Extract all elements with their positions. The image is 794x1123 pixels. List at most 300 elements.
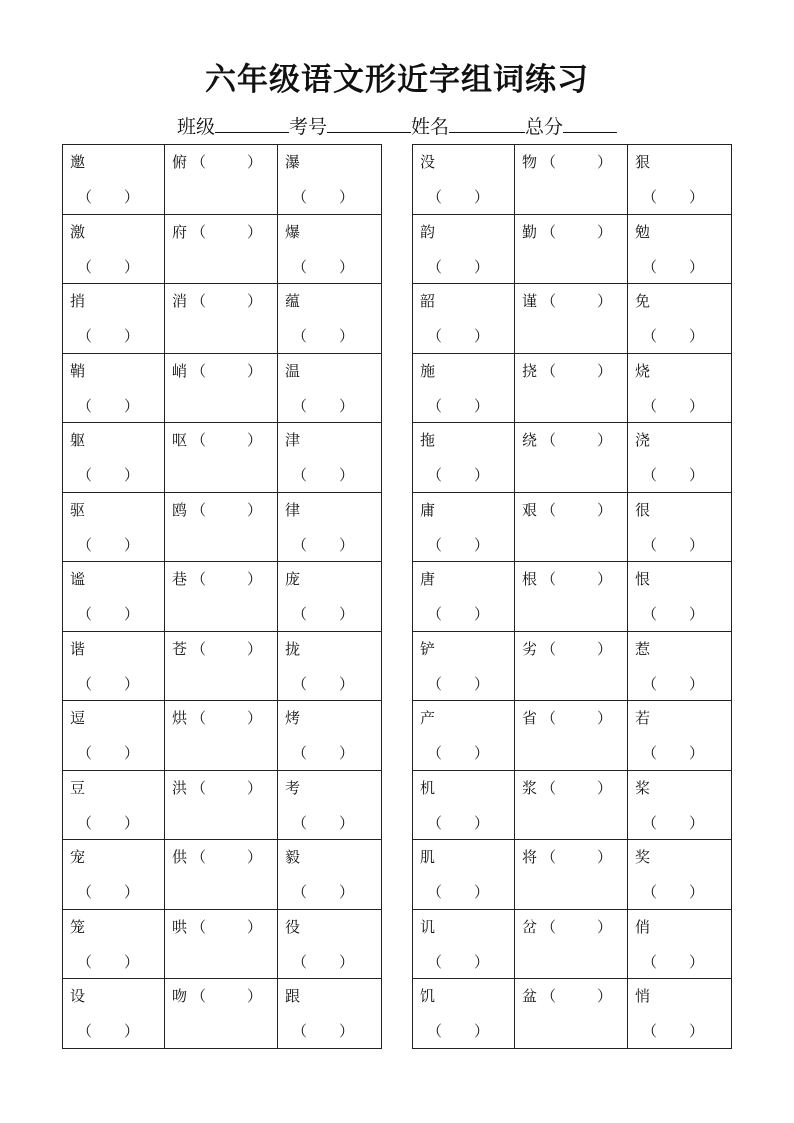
paren-open: （ [541, 431, 557, 449]
word-cell[interactable] [515, 423, 628, 493]
inline-answer [522, 431, 612, 449]
character: 津 [285, 431, 301, 449]
paren-close: ） [338, 605, 354, 623]
word-cell[interactable] [413, 214, 515, 284]
character: 勉 [635, 222, 651, 241]
answer-parens [642, 605, 704, 623]
paren-close: ） [688, 466, 704, 484]
word-cell[interactable] [278, 284, 382, 354]
word-cell[interactable] [628, 353, 732, 423]
word-cell[interactable] [165, 562, 278, 632]
answer-parens [642, 466, 704, 484]
answer-parens [77, 744, 139, 762]
right-word-table [412, 144, 732, 1049]
character: 笼 [70, 917, 86, 936]
paren-close: ） [596, 639, 612, 658]
paren-close: ） [246, 153, 262, 171]
word-cell[interactable] [628, 770, 732, 840]
character: 机 [420, 778, 436, 797]
word-cell[interactable] [628, 631, 732, 701]
student-info-line [0, 112, 794, 140]
inline-answer [522, 362, 612, 380]
paren-close: ） [123, 327, 139, 345]
word-cell[interactable] [278, 701, 382, 771]
inline-answer [522, 918, 612, 936]
character: 谨 [522, 292, 538, 310]
answer-parens [427, 675, 489, 693]
score-blank[interactable] [563, 112, 617, 133]
answer-parens [292, 953, 354, 971]
inline-answer [172, 153, 262, 171]
paren-open: （ [191, 709, 207, 727]
paren-close: ） [473, 535, 489, 554]
character: 吻 [172, 987, 188, 1005]
character: 俯 [172, 153, 188, 171]
paren-close: ） [338, 466, 354, 484]
paren-open: （ [292, 466, 308, 484]
word-cell[interactable] [63, 631, 165, 701]
name-blank[interactable] [449, 112, 525, 133]
paren-close: ） [596, 361, 612, 380]
word-cell[interactable] [413, 631, 515, 701]
word-cell[interactable] [165, 423, 278, 493]
table-row [413, 701, 732, 771]
paren-close: ） [338, 674, 354, 693]
character: 惹 [635, 639, 651, 658]
paren-close: ） [246, 570, 262, 588]
paren-close: ） [246, 917, 262, 936]
paren-close: ） [246, 222, 262, 241]
paren-close: ） [123, 744, 139, 762]
answer-parens [292, 466, 354, 484]
word-cell[interactable] [628, 840, 732, 910]
paren-close: ） [596, 848, 612, 866]
word-cell[interactable] [515, 840, 628, 910]
paren-open: （ [427, 257, 443, 276]
paren-open: （ [427, 1022, 443, 1040]
character: 烧 [635, 361, 651, 380]
paren-close: ） [246, 987, 262, 1005]
table-row [63, 423, 382, 493]
paren-close: ） [473, 466, 489, 484]
paren-close: ） [688, 396, 704, 415]
answer-parens [642, 953, 704, 971]
character: 产 [420, 709, 436, 727]
paren-close: ） [123, 1022, 139, 1040]
paren-open: （ [191, 848, 207, 866]
answer-parens [292, 188, 354, 206]
paren-open: （ [541, 361, 557, 380]
paren-close: ） [338, 188, 354, 206]
word-cell[interactable] [413, 145, 515, 215]
character: 谧 [70, 570, 86, 588]
number-label: 考号 [288, 116, 327, 138]
word-cell[interactable] [63, 701, 165, 771]
table-row [63, 909, 382, 979]
paren-close: ） [338, 535, 354, 554]
character: 很 [635, 500, 651, 519]
table-row [413, 353, 732, 423]
inline-answer [172, 501, 262, 519]
word-cell[interactable] [278, 770, 382, 840]
word-cell[interactable] [278, 353, 382, 423]
paren-open: （ [77, 744, 93, 762]
word-cell[interactable] [413, 770, 515, 840]
paren-open: （ [541, 778, 557, 797]
paren-open: （ [191, 222, 207, 241]
answer-parens [77, 605, 139, 623]
paren-open: （ [642, 883, 658, 901]
word-cell[interactable] [628, 423, 732, 493]
paren-open: （ [77, 883, 93, 901]
character: 宠 [70, 848, 86, 866]
word-cell[interactable] [413, 979, 515, 1049]
paren-open: （ [427, 466, 443, 484]
word-cell[interactable] [413, 353, 515, 423]
paren-close: ） [338, 327, 354, 345]
word-cell[interactable] [278, 631, 382, 701]
inline-answer [522, 570, 612, 588]
word-cell[interactable] [628, 979, 732, 1049]
paren-open: （ [642, 396, 658, 415]
word-cell[interactable] [63, 423, 165, 493]
word-cell[interactable] [413, 492, 515, 562]
character: 没 [420, 153, 436, 171]
inline-answer [522, 987, 612, 1005]
paren-close: ） [123, 535, 139, 554]
character: 唐 [420, 570, 436, 588]
paren-close: ） [473, 1022, 489, 1040]
answer-parens [77, 953, 139, 971]
word-cell[interactable] [278, 492, 382, 562]
answer-parens [292, 744, 354, 762]
paren-close: ） [688, 744, 704, 762]
paren-open: （ [642, 674, 658, 693]
paren-open: （ [642, 327, 658, 345]
word-cell[interactable] [278, 145, 382, 215]
inline-answer [522, 223, 612, 241]
word-cell[interactable] [278, 840, 382, 910]
answer-parens [77, 188, 139, 206]
paren-close: ） [688, 1022, 704, 1040]
character: 免 [635, 292, 651, 310]
answer-parens [77, 1022, 139, 1040]
answer-parens [77, 883, 139, 901]
answer-parens [292, 675, 354, 693]
word-cell[interactable] [413, 423, 515, 493]
inline-answer [172, 292, 262, 310]
answer-parens [427, 536, 489, 554]
table-row [63, 631, 382, 701]
word-cell[interactable] [165, 979, 278, 1049]
character: 桨 [635, 778, 651, 797]
paren-open: （ [77, 813, 93, 832]
paren-open: （ [642, 257, 658, 276]
word-cell[interactable] [165, 909, 278, 979]
word-cell[interactable] [515, 979, 628, 1049]
character: 考 [285, 778, 301, 797]
table-row [413, 770, 732, 840]
word-cell[interactable] [63, 562, 165, 632]
inline-answer [172, 918, 262, 936]
paren-open: （ [77, 188, 93, 206]
word-cell[interactable] [165, 492, 278, 562]
word-cell[interactable] [515, 353, 628, 423]
answer-parens [642, 744, 704, 762]
character: 瀑 [285, 153, 301, 171]
character: 讥 [420, 917, 436, 936]
character: 庸 [420, 500, 436, 519]
character: 恨 [635, 570, 651, 588]
word-cell[interactable] [165, 701, 278, 771]
character: 巷 [172, 570, 188, 588]
paren-open: （ [292, 327, 308, 345]
character: 省 [522, 709, 538, 727]
paren-close: ） [123, 674, 139, 693]
character: 根 [522, 570, 538, 588]
paren-close: ） [338, 257, 354, 276]
character: 谐 [70, 639, 86, 658]
word-cell[interactable] [278, 979, 382, 1049]
paren-close: ） [596, 222, 612, 241]
word-cell[interactable] [278, 562, 382, 632]
character: 洪 [172, 778, 188, 797]
word-cell[interactable] [165, 770, 278, 840]
paren-open: （ [77, 605, 93, 623]
character: 捎 [70, 292, 86, 310]
character: 劣 [522, 639, 538, 658]
answer-parens [292, 814, 354, 832]
word-cell[interactable] [413, 701, 515, 771]
paren-open: （ [191, 987, 207, 1005]
answer-parens [427, 744, 489, 762]
inline-answer [172, 640, 262, 658]
word-cell[interactable] [165, 145, 278, 215]
paren-open: （ [427, 605, 443, 623]
answer-parens [642, 188, 704, 206]
word-cell[interactable] [628, 145, 732, 215]
word-cell[interactable] [165, 631, 278, 701]
inline-answer [172, 987, 262, 1005]
character: 跟 [285, 987, 301, 1005]
table-row [413, 909, 732, 979]
character: 呕 [172, 431, 188, 449]
word-cell[interactable] [413, 909, 515, 979]
word-cell[interactable] [628, 562, 732, 632]
answer-parens [77, 536, 139, 554]
paren-open: （ [77, 952, 93, 971]
character: 温 [285, 361, 301, 380]
word-cell[interactable] [515, 284, 628, 354]
paren-open: （ [292, 1022, 308, 1040]
paren-close: ） [338, 813, 354, 832]
character: 挠 [522, 361, 538, 380]
paren-close: ） [473, 813, 489, 832]
paren-open: （ [191, 639, 207, 658]
answer-parens [292, 327, 354, 345]
table-row [63, 562, 382, 632]
answer-parens [77, 466, 139, 484]
table-row [413, 214, 732, 284]
paren-open: （ [642, 605, 658, 623]
word-cell[interactable] [63, 145, 165, 215]
paren-open: （ [292, 952, 308, 971]
character: 府 [172, 222, 188, 241]
inline-answer [172, 709, 262, 727]
inline-answer [522, 779, 612, 797]
paren-open: （ [642, 813, 658, 832]
paren-open: （ [427, 188, 443, 206]
paren-open: （ [642, 744, 658, 762]
inline-answer [172, 362, 262, 380]
table-row [63, 840, 382, 910]
answer-parens [77, 258, 139, 276]
word-cell[interactable] [278, 909, 382, 979]
answer-parens [427, 188, 489, 206]
answer-parens [427, 258, 489, 276]
word-cell[interactable] [165, 353, 278, 423]
paren-close: ） [596, 709, 612, 727]
answer-parens [427, 814, 489, 832]
word-cell[interactable] [515, 145, 628, 215]
answer-parens [427, 1022, 489, 1040]
word-cell[interactable] [515, 562, 628, 632]
paren-close: ） [688, 188, 704, 206]
class-blank[interactable] [215, 112, 289, 133]
paren-close: ） [123, 466, 139, 484]
answer-parens [292, 397, 354, 415]
character: 烘 [172, 709, 188, 727]
word-cell[interactable] [413, 562, 515, 632]
paren-open: （ [427, 535, 443, 554]
word-cell[interactable] [515, 701, 628, 771]
character: 奖 [635, 848, 651, 866]
character: 鞘 [70, 361, 86, 380]
word-cell[interactable] [165, 284, 278, 354]
paren-close: ） [596, 153, 612, 171]
paren-open: （ [427, 327, 443, 345]
character: 拖 [420, 431, 436, 449]
word-cell[interactable] [628, 701, 732, 771]
paren-close: ） [596, 500, 612, 519]
character: 庞 [285, 570, 301, 588]
character: 役 [285, 917, 301, 936]
word-cell[interactable] [515, 770, 628, 840]
paren-close: ） [338, 952, 354, 971]
word-cell[interactable] [63, 979, 165, 1049]
inline-answer [172, 779, 262, 797]
paren-open: （ [642, 535, 658, 554]
paren-close: ） [596, 431, 612, 449]
word-cell[interactable] [63, 214, 165, 284]
paren-open: （ [541, 153, 557, 171]
paren-close: ） [246, 500, 262, 519]
inline-answer [522, 153, 612, 171]
paren-open: （ [77, 1022, 93, 1040]
paren-close: ） [123, 883, 139, 901]
inline-answer [522, 640, 612, 658]
paren-close: ） [473, 674, 489, 693]
paren-close: ） [246, 431, 262, 449]
word-cell[interactable] [165, 840, 278, 910]
character: 韵 [420, 222, 436, 241]
character: 施 [420, 361, 436, 380]
paren-close: ） [473, 952, 489, 971]
table-row [63, 145, 382, 215]
word-cell[interactable] [278, 214, 382, 284]
paren-open: （ [541, 987, 557, 1005]
character: 悄 [635, 987, 651, 1005]
character: 浇 [635, 431, 651, 449]
paren-close: ） [246, 639, 262, 658]
character: 狠 [635, 153, 651, 171]
paren-close: ） [246, 292, 262, 310]
character: 浆 [522, 778, 538, 797]
paren-open: （ [191, 778, 207, 797]
word-cell[interactable] [413, 840, 515, 910]
name-label: 姓名 [411, 116, 450, 138]
paren-close: ） [473, 605, 489, 623]
word-cell[interactable] [628, 214, 732, 284]
table-row [63, 979, 382, 1049]
left-word-table [62, 144, 382, 1049]
answer-parens [427, 883, 489, 901]
character: 哄 [172, 917, 188, 936]
word-cell[interactable] [63, 492, 165, 562]
word-cell[interactable] [515, 631, 628, 701]
word-cell[interactable] [63, 770, 165, 840]
word-cell[interactable] [278, 423, 382, 493]
paren-close: ） [596, 987, 612, 1005]
page-title: 六年级语文形近字组词练习 [205, 62, 589, 98]
word-cell[interactable] [515, 214, 628, 284]
table-row [413, 840, 732, 910]
word-cell[interactable] [515, 909, 628, 979]
table-row [413, 145, 732, 215]
character: 爆 [285, 222, 301, 241]
word-cell[interactable] [413, 284, 515, 354]
word-cell[interactable] [63, 909, 165, 979]
paren-open: （ [427, 674, 443, 693]
word-cell[interactable] [63, 840, 165, 910]
table-row [413, 562, 732, 632]
paren-close: ） [473, 883, 489, 901]
answer-parens [642, 536, 704, 554]
paren-close: ） [246, 709, 262, 727]
inline-answer [172, 431, 262, 449]
word-cell[interactable] [515, 492, 628, 562]
paren-close: ） [688, 952, 704, 971]
number-blank[interactable] [327, 112, 411, 133]
word-cell[interactable] [63, 284, 165, 354]
answer-parens [77, 327, 139, 345]
word-cell[interactable] [628, 284, 732, 354]
inline-answer [522, 848, 612, 866]
table-row [63, 214, 382, 284]
word-cell[interactable] [628, 492, 732, 562]
table-row [63, 492, 382, 562]
paren-close: ） [596, 917, 612, 936]
word-cell[interactable] [628, 909, 732, 979]
word-cell[interactable] [63, 353, 165, 423]
character: 苍 [172, 639, 188, 658]
paren-close: ） [123, 813, 139, 832]
answer-parens [77, 397, 139, 415]
word-cell[interactable] [165, 214, 278, 284]
character: 铲 [420, 639, 436, 658]
paren-close: ） [596, 570, 612, 588]
paren-close: ） [688, 883, 704, 901]
